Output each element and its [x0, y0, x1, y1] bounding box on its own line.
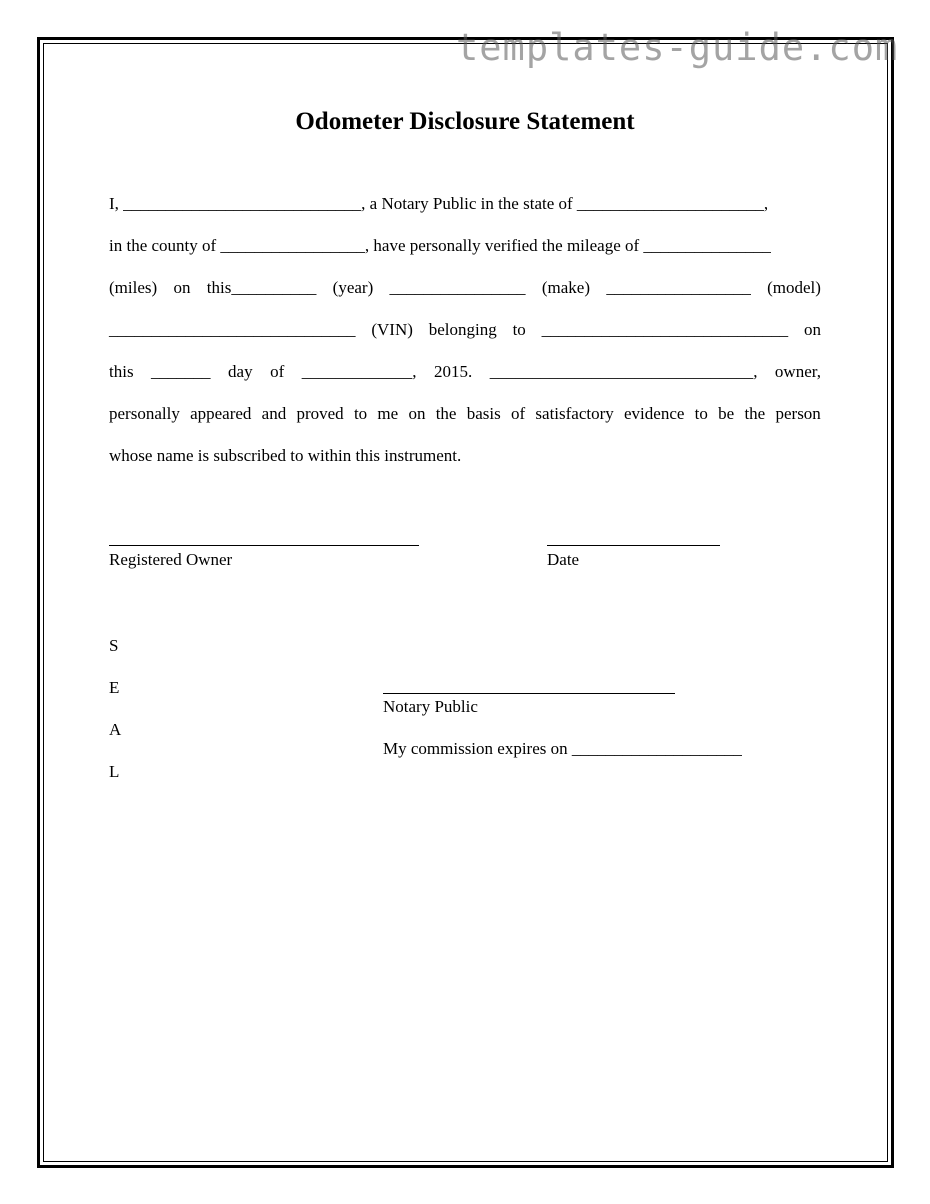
statement-word: _____________, [301, 362, 417, 381]
page-title: Odometer Disclosure Statement [295, 108, 635, 135]
owner-label: Registered Owner [109, 550, 233, 569]
statement-line-2: in the county of _________________, have personally verified the mileage of _______________ [109, 236, 771, 255]
statement-word: of [510, 404, 526, 423]
seal-letter-s: S [109, 636, 119, 655]
statement-word: _________________ [606, 278, 751, 297]
statement-word: basis [466, 404, 501, 423]
statement-word: on [173, 278, 191, 297]
statement-line-3 [109, 278, 821, 298]
statement-word: _______ [151, 362, 211, 381]
notary-label: Notary Public [383, 697, 478, 716]
statement-line-1: I, ____________________________, a Notary Public in the state of ______________________, [109, 194, 769, 213]
statement-word: ________________ [389, 278, 526, 297]
statement-line-7: whose name is subscribed to within this instrument. [109, 446, 462, 465]
statement-word: this__________ [206, 278, 317, 297]
statement-line-4 [109, 320, 821, 340]
statement-word: of [270, 362, 285, 381]
statement-word: on [408, 404, 426, 423]
statement-word: person [775, 404, 821, 423]
notary-signature-line[interactable] [383, 693, 675, 694]
statement-line-6 [109, 404, 821, 424]
statement-word: proved [296, 404, 344, 423]
statement-word: the [744, 404, 766, 423]
watermark: templates-guide.com [456, 26, 899, 69]
statement-word: the [435, 404, 457, 423]
statement-word: to [694, 404, 708, 423]
seal-letter-e: E [109, 678, 120, 697]
statement-word: 2015. [433, 362, 473, 381]
statement-word: this [109, 362, 134, 381]
seal-letter-a: A [109, 720, 122, 739]
statement-word: be [718, 404, 735, 423]
statement-word: to [353, 404, 368, 423]
statement-word: (model) [767, 278, 821, 297]
statement-word: (year) [332, 278, 374, 297]
statement-word: personally [109, 404, 180, 423]
statement-word: appeared [190, 404, 252, 423]
statement-word: belonging [428, 320, 497, 339]
statement-word: to [512, 320, 526, 339]
statement-word: _______________________________, [489, 362, 758, 381]
statement-word: _____________________________ [541, 320, 789, 339]
statement-word: me [377, 404, 399, 423]
commission-expiry: My commission expires on ____________________ [383, 739, 742, 758]
statement-word: satisfactory [535, 404, 614, 423]
date-label: Date [547, 550, 580, 569]
statement-line-5 [109, 362, 821, 382]
statement-word: evidence [624, 404, 685, 423]
statement-word: (miles) [109, 278, 158, 297]
statement-word: and [261, 404, 287, 423]
statement-word: (make) [541, 278, 590, 297]
statement-word: day [228, 362, 253, 381]
owner-signature-line[interactable] [109, 545, 419, 546]
statement-word: (VIN) [371, 320, 413, 339]
statement-word: _____________________________ [109, 320, 356, 339]
seal-letter-l: L [109, 762, 120, 781]
statement-word: owner, [774, 362, 821, 381]
statement-word: on [804, 320, 821, 339]
date-signature-line[interactable] [547, 545, 720, 546]
